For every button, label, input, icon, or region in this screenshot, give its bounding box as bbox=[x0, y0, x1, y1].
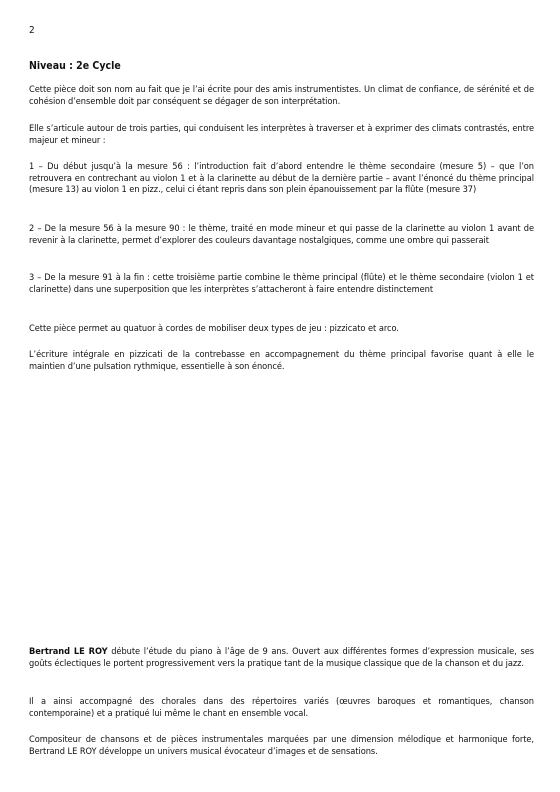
bio-paragraph: Compositeur de chansons et de pièces instrumentales marquées par une dimension mélodique et harmonique forte, Bertrand LE ROY développe un univers musical évocateur d’images et de sensations. bbox=[29, 734, 534, 757]
composer-name: Bertrand LE ROY bbox=[29, 646, 108, 657]
section-one-paragraph: 1 – Du début jusqu’à la mesure 56 : l’introduction fait d’abord entendre le thème secondaire (mesure 5) – que l’on retrouvera en contrechant au violon 1 et à la clarinette au début de la dernière partie – avant l’énoncé du thème principal (mesure 13) au violon 1 en pizz., celui ci étant repris dans son plein épanouissement par la flûte (mesure 37) bbox=[29, 161, 534, 196]
description-paragraph: Cette pièce doit son nom au fait que je l’ai écrite pour des amis instrumentistes. Un climat de confiance, de sérénité et de cohésion d’ensemble doit par conséquent se dégager de son interprétation. bbox=[29, 84, 534, 107]
level-heading: Niveau : 2e Cycle bbox=[29, 60, 121, 72]
bio-intro-paragraph bbox=[29, 646, 534, 669]
page-number: 2 bbox=[29, 25, 35, 36]
description-paragraph: L’écriture intégrale en pizzicati de la contrebasse en accompagnement du thème principal favorise quant à elle le maintien d’une pulsation rythmique, essentielle à son énoncé. bbox=[29, 349, 534, 372]
description-paragraph: Cette pièce permet au quatuor à cordes de mobiliser deux types de jeu : pizzicato et arco. bbox=[29, 323, 399, 334]
section-two-paragraph: 2 – De la mesure 56 à la mesure 90 : le thème, traité en mode mineur et qui passe de la clarinette au violon 1 avant de revenir à la clarinette, permet d’explorer des couleurs davantage nostalgiques, comme une ombre qui passerait bbox=[29, 223, 534, 246]
description-paragraph: Elle s’articule autour de trois parties, qui conduisent les interprètes à traverser et à exprimer des climats contrastés, entre majeur et mineur : bbox=[29, 123, 534, 146]
bio-intro-text: débute l’étude du piano à l’âge de 9 ans. Ouvert aux différentes formes d’expression musicale, ses goûts éclectiques le portent progressivement vers la pratique tant de la musique classique que de la chanson et du jazz. bbox=[29, 646, 535, 669]
bio-paragraph: Il a ainsi accompagné des chorales dans des répertoires variés (œuvres baroques et romantiques, chanson contemporaine) et a pratiqué lui même le chant en ensemble vocal. bbox=[29, 696, 534, 719]
section-three-paragraph: 3 – De la mesure 91 à la fin : cette troisième partie combine le thème principal (flûte) et le thème secondaire (violon 1 et clarinette) dans une superposition que les interprètes s’attacheront à faire entendre distinctement bbox=[29, 272, 534, 295]
